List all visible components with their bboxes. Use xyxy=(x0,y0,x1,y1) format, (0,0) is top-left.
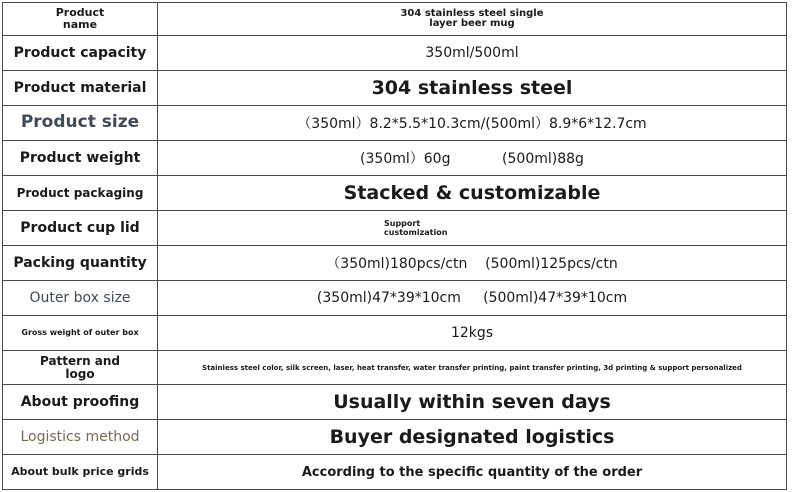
table-row-material xyxy=(3,71,787,106)
row-label-packaging: Product packaging xyxy=(3,176,158,211)
table-row-packing-quantity xyxy=(3,246,787,281)
row-label-weight: Product weight xyxy=(3,141,158,176)
row-value-line: 304 stainless steel single xyxy=(400,7,544,19)
table-row-packaging xyxy=(3,176,787,211)
table-row-capacity xyxy=(3,36,787,71)
row-value-gross-weight: 12kgs xyxy=(158,316,787,351)
row-label-product-name xyxy=(3,3,158,36)
row-label-line: Product xyxy=(55,6,105,20)
row-value-pattern-logo: Stainless steel color, silk screen, laser, heat transfer, water transfer printing, paint transfer printing, 3d printing & support personalized xyxy=(158,351,787,385)
table-row-proofing xyxy=(3,385,787,420)
row-value-line: layer beer mug xyxy=(429,18,515,29)
row-label-gross-weight: Gross weight of outer box xyxy=(3,316,158,351)
row-value-material: 304 stainless steel xyxy=(158,71,787,106)
table-row-outer-box-size xyxy=(3,281,787,316)
row-value-outer-box-size: (350ml)47*39*10cm (500ml)47*39*10cm xyxy=(158,281,787,316)
table-row-bulk-price xyxy=(3,455,787,490)
table-row-product-name xyxy=(3,3,787,36)
row-label-material: Product material xyxy=(3,71,158,106)
row-label-line: logo xyxy=(65,366,95,381)
row-value-line: customization xyxy=(384,228,448,237)
row-label-size: Product size xyxy=(3,106,158,141)
row-label-outer-box-size: Outer box size xyxy=(3,281,158,316)
table-row-size xyxy=(3,106,787,141)
row-value-product-name xyxy=(158,3,787,36)
row-value-packaging: Stacked & customizable xyxy=(158,176,787,211)
row-label-line: Pattern and xyxy=(39,353,121,368)
table-row-weight xyxy=(3,141,787,176)
row-value-logistics: Buyer designated logistics xyxy=(158,420,787,455)
row-label-logistics: Logistics method xyxy=(3,420,158,455)
row-label-cup-lid: Product cup lid xyxy=(3,211,158,246)
table-row-pattern-logo xyxy=(3,351,787,385)
row-value-capacity: 350ml/500ml xyxy=(158,36,787,71)
row-label-bulk-price: About bulk price grids xyxy=(3,455,158,490)
row-label-pattern-logo xyxy=(3,351,158,385)
table-row-logistics xyxy=(3,420,787,455)
product-spec-table xyxy=(2,2,787,490)
row-label-packing-quantity: Packing quantity xyxy=(3,246,158,281)
row-value-line: Support xyxy=(384,218,421,228)
row-value-bulk-price: According to the specific quantity of the order xyxy=(158,455,787,490)
row-label-line: name xyxy=(62,18,98,31)
row-value-cup-lid xyxy=(158,211,787,246)
row-label-capacity: Product capacity xyxy=(3,36,158,71)
row-value-weight: (350ml）60g (500ml)88g xyxy=(158,141,787,176)
table-row-cup-lid xyxy=(3,211,787,246)
table-row-gross-weight xyxy=(3,316,787,351)
row-label-proofing: About proofing xyxy=(3,385,158,420)
row-value-size: （350ml）8.2*5.5*10.3cm/(500ml）8.9*6*12.7cm xyxy=(158,106,787,141)
row-value-packing-quantity: （350ml)180pcs/ctn (500ml)125pcs/ctn xyxy=(158,246,787,281)
row-value-proofing: Usually within seven days xyxy=(158,385,787,420)
